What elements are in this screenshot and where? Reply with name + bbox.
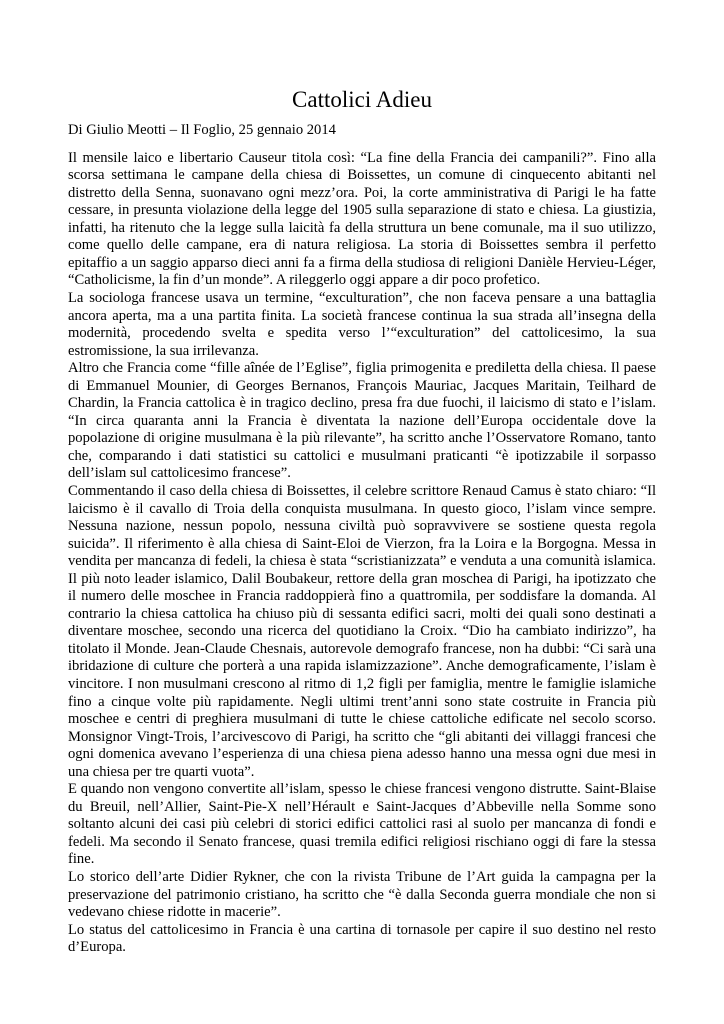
paragraph-4: Commentando il caso della chiesa di Boissettes, il celebre scrittore Renaud Camus è stato chiaro: “Il laicismo è il cavallo di Troia della conquista musulmana. In questo gioco, l’islam vince sempre. Nessuna nazione, nessun popolo, nessuna civiltà può sopravvivere se sostiene questa regola suicida”. Il riferimento è alla chiesa di Saint-Eloi de Vierzon, fra la Loira e la Borgogna. Messa in vendita per mancanza di fedeli, la chiesa è stata “scristianizzata” e venduta a una comunità islamica. Il più noto leader islamico, Dalil Boubakeur, rettore della gran moschea di Parigi, ha ipotizzato che il numero delle moschee in Francia raddoppierà fino a quattromila, per soddisfare la domanda. Al contrario la chiesa cattolica ha chiuso più di sessanta edifici sacri, molti dei quali sono destinati a diventare moschee, secondo una ricerca del quotidiano la Croix. “Dio ha cambiato indirizzo”, ha titolato il Monde. Jean-Claude Chesnais, autorevole demografo francese, non ha dubbi: “Ci sarà una ibridazione di culture che porterà a una rapida islamizzazione”. Anche demograficamente, l’islam è vincitore. I non musulmani crescono al ritmo di 1,2 figli per famiglia, mentre le famiglie islamiche fino a cinque volte più rapidamente. Negli ultimi trent’anni sono state costruite in Francia più moschee e centri di preghiera musulmani di tutte le chiese cattoliche edificate nel secolo scorso. Monsignor Vingt-Trois, l’arcivescovo di Parigi, ha scritto che “gli abitanti dei villaggi francesi che ogni domenica avevano l’esperienza di una chiesa piena adesso hanno una messa ogni due mesi in una chiesa per tre quarti vuota”. [68,482,656,780]
document-title: Cattolici Adieu [292,87,432,112]
paragraph-2: La sociologa francese usava un termine, “exculturation”, che non faceva pensare a una battaglia ancora aperta, ma a una partita finita. La società francese continua la sua strada all’insegna della modernità, procedendo svelta e spedita verso l’“exculturation” del cattolicesimo, la sua estromissione, la sua irrilevanza. [68,289,656,359]
paragraph-7: Lo status del cattolicesimo in Francia è una cartina di tornasole per capire il suo destino nel resto d’Europa. [68,921,656,956]
paragraph-3: Altro che Francia come “fille aînée de l’Eglise”, figlia primogenita e prediletta della chiesa. Il paese di Emmanuel Mounier, di Georges Bernanos, François Mauriac, Jacques Maritain, Teilhard de Chardin, la Francia cattolica è in tragico declino, presa fra due fuochi, il laicismo di stato e l’islam. “In circa quaranta anni la Francia è diventata la nazione dell’Europa occidentale dove la popolazione di origine musulmana è la più rilevante”, ha scritto anche l’Osservatore Romano, tanto che, comparando i dati statistici su cattolici e musulmani praticanti “è ipotizzabile il sorpasso dell’islam sul cattolicesimo francese”. [68,360,656,482]
document-page [68,86,656,957]
byline: Di Giulio Meotti – Il Foglio, 25 gennaio 2014 [68,122,336,138]
paragraph-5: E quando non vengono convertite all’islam, spesso le chiese francesi vengono distrutte. Saint-Blaise du Breuil, nell’Allier, Saint-Pie-X nell’Hérault e Saint-Jacques d’Abbeville nella Somme sono soltanto alcuni dei casi più celebri di storici edifici cattolici rasi al suolo per mancanza di fondi e fedeli. Ma secondo il Senato francese, quasi tremila edifici religiosi rischiano oggi di fare la stessa fine. [68,781,656,868]
article-body [68,150,656,957]
paragraph-1: Il mensile laico e libertario Causeur titola così: “La fine della Francia dei campanili?”. Fino alla scorsa settimana le campane della chiesa di Boissettes, un comune di cinquecento abitanti nel distretto della Senna, suonavano ogni mezz’ora. Poi, la corte amministrativa di Parigi le ha fatte cessare, in presunta violazione della legge del 1905 sulla separazione di stato e chiesa. La giustizia, infatti, ha ritenuto che la legge sulla laicità fa della struttura un bene comunale, ma il suo utilizzo, come quello delle campane, era di natura religiosa. La storia di Boissettes sembra il perfetto epitaffio a un saggio apparso dieci anni fa a firma della studiosa di religioni Danièle Hervieu-Léger, “Catholicisme, la fin d’un monde”. A rileggerlo oggi appare a dir poco profetico. [68,149,656,289]
paragraph-6: Lo storico dell’arte Didier Rykner, che con la rivista Tribune de l’Art guida la campagna per la preservazione del patrimonio cristiano, ha scritto che “è dalla Seconda guerra mondiale che non si vedevano chiese ridotte in macerie”. [68,869,656,921]
